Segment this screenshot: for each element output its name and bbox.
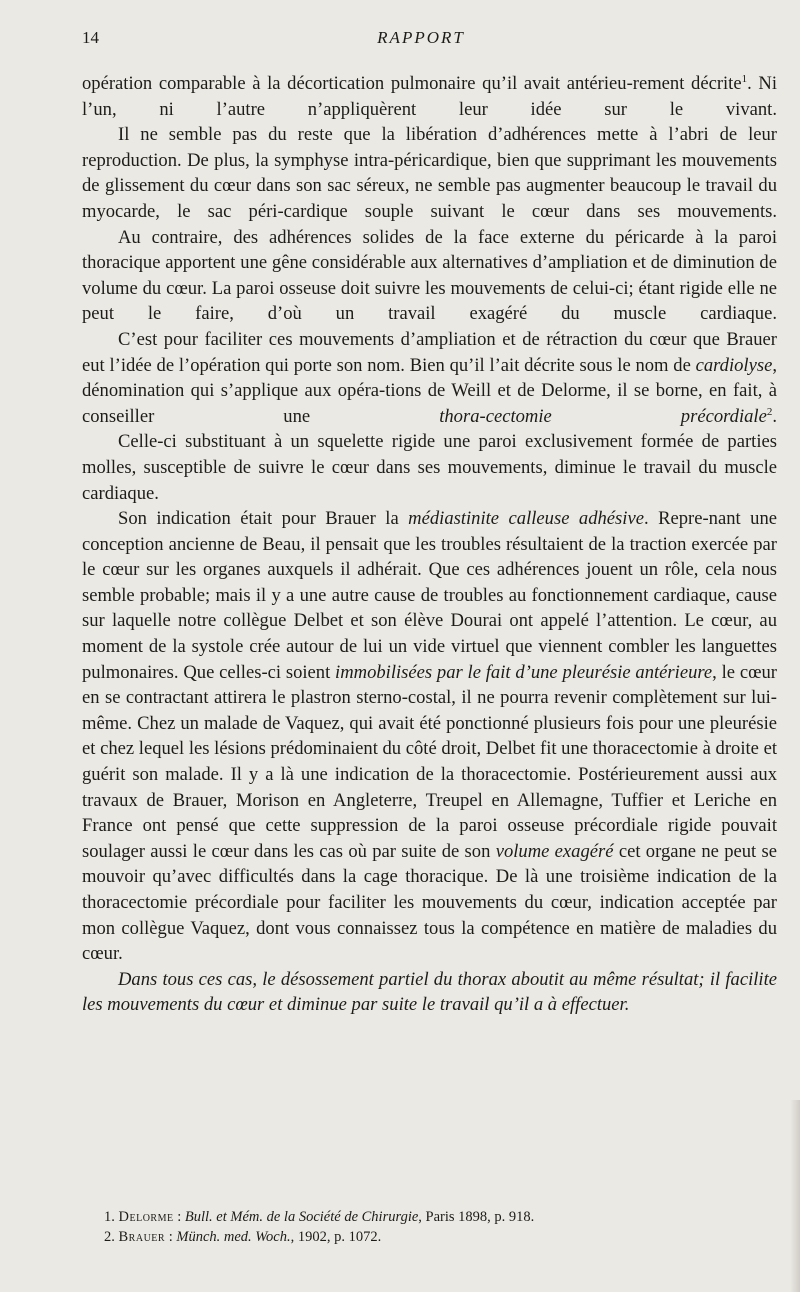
- paragraph-5: Celle-ci substituant à un squelette rigide une paroi exclusivement formée de parties molles, susceptible de suivre le cœur dans ses mouvements, diminue le travail du muscle cardiaque.: [82, 431, 777, 504]
- main-text: [82, 71, 777, 1018]
- page-header: [82, 28, 760, 52]
- page-edge-shadow: [790, 1100, 800, 1292]
- paragraph-7: Dans tous ces cas, le désossement partiel du thorax aboutit au même résultat; il facilite les mouvements du cœur et diminue par suite le travail qu’il a à effectuer.: [82, 968, 777, 1016]
- footnote-2: 2. Brauer : Münch. med. Woch., 1902, p. 1072.: [104, 1229, 382, 1245]
- running-title: RAPPORT: [377, 28, 465, 47]
- paragraph-6: Son indication était pour Brauer la médiastinite calleuse adhésive. Repre-nant une conception ancienne de Beau, il pensait que les troubles résultaient de la traction exercée par le cœur sur les organes auxquels il adhérait. Que ces adhérences jouent un rôle, cela nous semble probable; mais il y a une autre cause de troubles au fonctionnement cardiaque, cause sur laquelle notre collègue Delbet et son élève Dourai ont appelé l’attention. Le cœur, au moment de la systole crée autour de lui un vide virtuel que viennent combler les languettes pulmonaires. Que celles-ci soient immobilisées par le fait d’une pleurésie antérieure, le cœur en se contractant attirera le plastron sterno-costal, il ne pourra revenir complètement sur lui-même. Chez un malade de Vaquez, qui avait été ponctionné plusieurs fois pour une pleurésie et chez lequel les lésions prédominaient du côté droit, Delbet fit une thoracectomie à droite et guérit son malade. Il y a là une indication de la thoracectomie. Postérieurement aussi aux travaux de Brauer, Morison en Angleterre, Treupel en Allemagne, Tuffier et Leriche en France ont pensé que cette suppression de la paroi osseuse précordiale rigide pouvait soulager aussi le cœur dans les cas où par suite de son volume exagéré cet organe ne peut se mouvoir qu’avec difficultés dans la cage thoracique. De là une troisième indication de la thoracectomie précordiale pour faciliter les mouvements du cœur, indication acceptée par mon collègue Vaquez, dont vous connaissez tous la compétence en matière de maladies du cœur.: [82, 508, 778, 965]
- paragraph-1: opération comparable à la décortication pulmonaire qu’il avait antérieu-rement décrite$^1$. Ni l’un, ni l’autre n’appliquèrent leur idée sur le vivant.: [82, 72, 777, 120]
- footnote-ref-1[interactable]: 1: [741, 72, 748, 85]
- page-number: 14: [82, 28, 99, 47]
- footnotes: [104, 1207, 764, 1247]
- paragraph-4: C’est pour faciliter ces mouvements d’ampliation et de rétraction du cœur que Brauer eut l’idée de l’opération qui porte son nom. Bien qu’il l’ait décrite sous le nom de cardiolyse, dénomination qui s’applique aux opéra-tions de Weill et de Delorme, il se borne, en fait, à conseiller une thora-cectomie précordiale$^2$.: [82, 328, 778, 427]
- paragraph-2: Il ne semble pas du reste que la libération d’adhérences mette à l’abri de leur reproduction. De plus, la symphyse intra-péricardique, bien que supprimant les mouvements de glissement du cœur dans son sac séreux, ne semble pas augmenter beaucoup le travail du myocarde, le sac péri-cardique souple suivant le cœur dans ses mouvements.: [82, 124, 777, 222]
- footnote-ref-2[interactable]: 2: [766, 405, 773, 418]
- footnote-1: 1. Delorme : Bull. et Mém. de la Société de Chirurgie, Paris 1898, p. 918.: [104, 1209, 535, 1225]
- paragraph-3: Au contraire, des adhérences solides de la face externe du péricarde à la paroi thoracique apportent une gêne considérable aux alternatives d’ampliation et de diminution de volume du cœur. La paroi osseuse doit suivre les mouvements de celui-ci; étant rigide elle ne peut le faire, d’où un travail exagéré du muscle cardiaque.: [82, 226, 777, 325]
